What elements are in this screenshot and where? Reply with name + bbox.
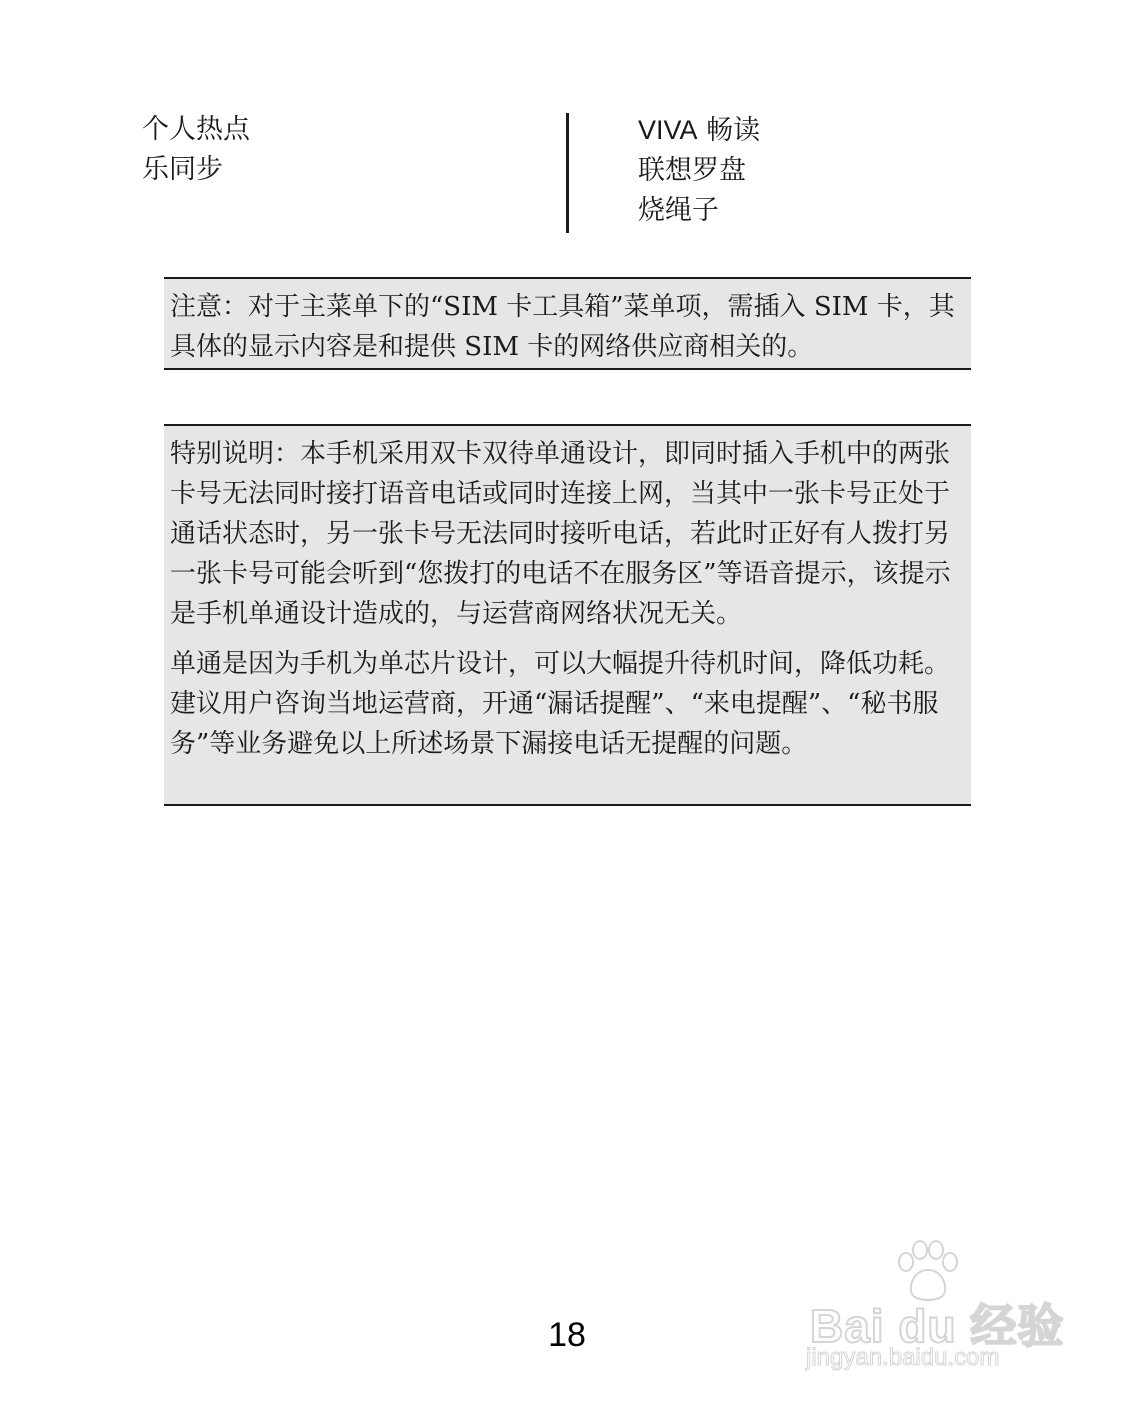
feature-item: 个人热点 — [142, 114, 250, 145]
column-divider — [566, 113, 569, 233]
watermark-url: jingyan.baidu.com — [806, 1344, 1000, 1371]
feature-item: 联想罗盘 — [638, 155, 746, 186]
feature-item-viva-latin: VIVA — [638, 115, 698, 145]
feature-item: 乐同步 — [142, 154, 223, 185]
baidu-jingyan-watermark — [800, 1240, 1070, 1380]
dual-card-note-paragraph-2: 单通是因为手机为单芯片设计，可以大幅提升待机时间，降低功耗。建议用户咨询当地运营商，开通“漏话提醒”、“来电提醒”、“秘书服务”等业务避免以上所述场景下漏接电话无提醒的问题。 — [170, 649, 951, 759]
page-number: 18 — [548, 1316, 586, 1354]
feature-list-right — [638, 110, 760, 231]
dual-card-note — [164, 424, 971, 806]
feature-item-viva — [638, 110, 760, 151]
sim-toolbox-note-text: 注意：对于主菜单下的“SIM 卡工具箱”菜单项，需插入 SIM 卡，其具体的显示内容是和提供 SIM 卡的网络供应商相关的。 — [170, 292, 955, 362]
sim-toolbox-note — [164, 277, 971, 370]
feature-item: 烧绳子 — [638, 195, 719, 226]
feature-list-left — [142, 110, 250, 190]
feature-item-viva-cn: 畅读 — [697, 115, 761, 146]
dual-card-note-paragraph-1: 特别说明：本手机采用双卡双待单通设计，即同时插入手机中的两张卡号无法同时接打语音电话或同时连接上网，当其中一张卡号正处于通话状态时，另一张卡号无法同时接听电话，若此时正好有人拨打另一张卡号可能会听到“您拨打的电话不在服务区”等语音提示，该提示是手机单通设计造成的，与运营商网络状况无关。 — [170, 439, 951, 629]
watermark-brand: Bai du 经验 — [810, 1300, 1065, 1352]
